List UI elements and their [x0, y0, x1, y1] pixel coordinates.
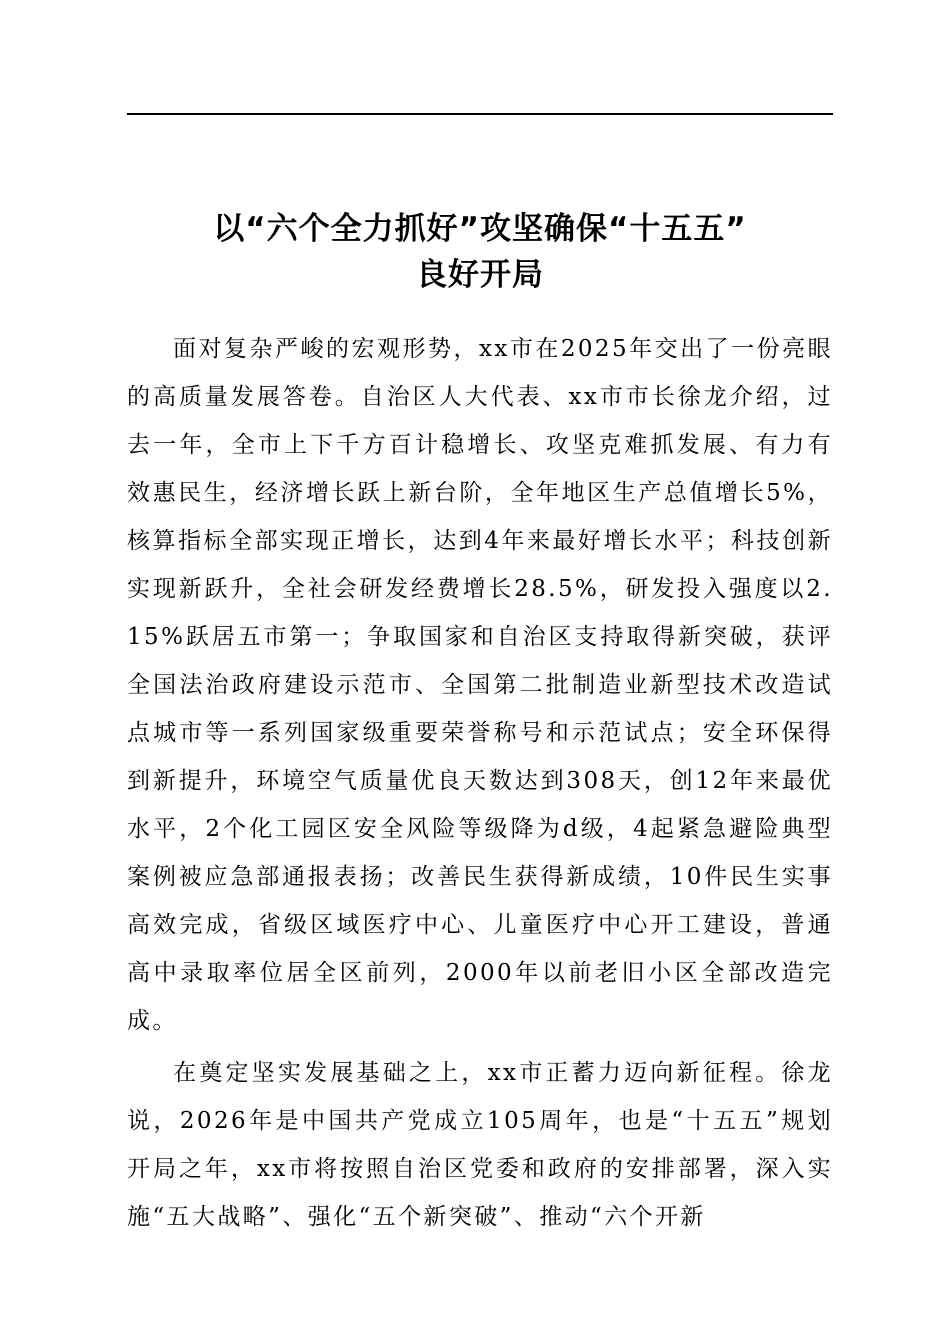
document-title [127, 206, 833, 298]
title-line-2: 良好开局 [416, 256, 544, 293]
paragraph-1: 面对复杂严峻的宏观形势，xx市在2025年交出了一份亮眼的高质量发展答卷。自治区人大代表、xx市市长徐龙介绍，过去一年，全市上下千方百计稳增长、攻坚克难抓发展、有力有效惠民生，经济增长跃上新台阶，全年地区生产总值增长5%，核算指标全部实现正增长，达到4年来最好增长水平；科技创新实现新跃升，全社会研发经费增长28.5%，研发投入强度以2.15%跃居五市第一；争取国家和自治区支持取得新突破，获评全国法治政府建设示范市、全国第二批制造业新型技术改造试点城市等一系列国家级重要荣誉称号和示范试点；安全环保得到新提升，环境空气质量优良天数达到308天，创12年来最优水平，2个化工园区安全风险等级降为d级，4起紧急避险典型案例被应急部通报表扬；改善民生获得新成绩，10件民生实事高效完成，省级区域医疗中心、儿童医疗中心开工建设，普通高中录取率位居全区前列，2000年以前老旧小区全部改造完成。 [127, 336, 833, 1034]
header-rule [127, 113, 833, 115]
title-line-1: 以“六个全力抓好”攻坚确保“十五五” [213, 210, 747, 247]
document-body [127, 325, 833, 1245]
paragraph-2: 在奠定坚实发展基础之上，xx市正蓄力迈向新征程。徐龙说，2026年是中国共产党成立105周年，也是“十五五”规划开局之年，xx市将按照自治区党委和政府的安排部署，深入实施“五大战略”、强化“五个新突破”、推动“六个开新 [127, 1060, 833, 1230]
